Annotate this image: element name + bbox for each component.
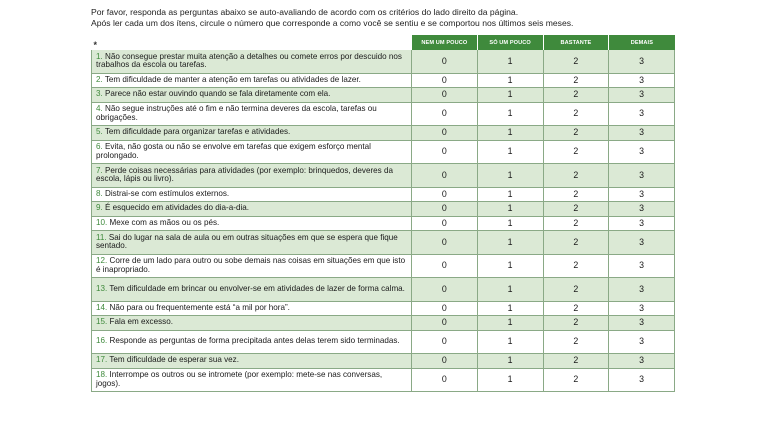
question-number: 6. [96,142,103,152]
score-option[interactable]: 3 [609,140,675,164]
score-option[interactable]: 2 [543,73,609,88]
score-option[interactable]: 2 [543,216,609,231]
question-text: É esquecido em atividades do dia-a-dia. [105,203,249,213]
score-option[interactable]: 3 [609,254,675,278]
score-option[interactable]: 1 [477,231,543,255]
question-number: 17. [96,355,108,365]
score-option[interactable]: 1 [477,50,543,73]
score-option[interactable]: 0 [412,88,478,103]
score-option[interactable]: 2 [543,126,609,141]
score-option[interactable]: 3 [609,187,675,202]
score-option[interactable]: 3 [609,126,675,141]
question-cell [92,231,412,255]
score-option[interactable]: 2 [543,202,609,217]
question-cell [92,278,412,302]
score-option[interactable]: 1 [477,202,543,217]
question-text: Fala em excesso. [109,317,173,327]
score-option[interactable]: 3 [609,164,675,188]
table-row [92,368,675,392]
column-header-demais: DEMAIS [609,35,675,50]
question-cell [92,368,412,392]
column-header-nem-um-pouco: NEM UM POUCO [412,35,478,50]
questionnaire-table [91,35,675,392]
score-option[interactable]: 0 [412,330,478,354]
table-row [92,301,675,316]
score-option[interactable]: 1 [477,187,543,202]
table-row [92,102,675,126]
table-row [92,354,675,369]
score-option[interactable]: 0 [412,164,478,188]
score-option[interactable]: 0 [412,50,478,73]
score-option[interactable]: 1 [477,216,543,231]
question-cell [92,140,412,164]
column-header-bastante: BASTANTE [543,35,609,50]
score-option[interactable]: 0 [412,126,478,141]
score-option[interactable]: 1 [477,278,543,302]
score-option[interactable]: 1 [477,164,543,188]
column-header-so-um-pouco: SÓ UM POUCO [477,35,543,50]
questionnaire-table-wrapper [91,35,675,392]
question-cell [92,187,412,202]
question-cell [92,316,412,331]
question-cell [92,164,412,188]
score-option[interactable]: 1 [477,354,543,369]
score-option[interactable]: 3 [609,368,675,392]
instructions-line-1: Por favor, responda as perguntas abaixo se auto-avaliando de acordo com os critérios do lado direito da página. [91,7,519,17]
score-option[interactable]: 1 [477,254,543,278]
score-option[interactable]: 1 [477,316,543,331]
question-text: Sai do lugar na sala de aula ou em outras situações em que se espera que fique sentado. [96,232,398,251]
question-cell [92,202,412,217]
question-text: Mexe com as mãos ou os pés. [109,217,220,227]
question-cell [92,50,412,73]
score-option[interactable]: 2 [543,102,609,126]
score-option[interactable]: 2 [543,301,609,316]
question-text: Tem dificuldade de manter a atenção em tarefas ou atividades de lazer. [104,74,361,84]
score-option[interactable]: 3 [609,216,675,231]
instructions-line-2: Após ler cada um dos ítens, circule o número que corresponde a como você se sentiu e se comportou nos últimos seis meses. [91,18,574,28]
table-row [92,316,675,331]
question-number: 12. [96,256,108,266]
score-option[interactable]: 0 [412,102,478,126]
score-option[interactable]: 3 [609,88,675,103]
question-cell [92,126,412,141]
question-number: 3. [96,89,103,99]
question-number: 11. [96,232,107,242]
question-cell [92,73,412,88]
question-text: Corre de um lado para outro ou sobe demais nas coisas em situações em que isto é inapropriado. [96,256,406,274]
score-option[interactable]: 0 [412,202,478,217]
question-text: Não consegue prestar muita atenção a detalhes ou comete erros por descuido nos trabalhos da escola ou tarefas. [96,51,402,70]
table-row [92,278,675,302]
table-row [92,50,675,73]
score-option[interactable]: 2 [543,140,609,164]
score-option[interactable]: 2 [543,254,609,278]
question-cell [92,301,412,316]
score-option[interactable]: 3 [609,278,675,302]
score-option[interactable]: 3 [609,50,675,73]
score-option[interactable]: 2 [543,354,609,369]
table-body [92,50,675,392]
question-cell [92,216,412,231]
score-option[interactable]: 3 [609,231,675,255]
question-text: Tem dificuldade de esperar sua vez. [109,355,239,365]
question-number: 7. [96,165,103,175]
score-option[interactable]: 0 [412,73,478,88]
question-cell [92,88,412,103]
table-row [92,187,675,202]
question-number: 15. [96,317,108,327]
table-row [92,231,675,255]
table-row [92,254,675,278]
score-option[interactable]: 2 [543,316,609,331]
question-text: Não para ou frequentemente está “a mil por hora”. [109,302,290,312]
table-row [92,216,675,231]
question-number: 16. [96,336,108,346]
score-option[interactable]: 3 [609,354,675,369]
score-option[interactable]: 0 [412,278,478,302]
score-option[interactable]: 1 [477,88,543,103]
question-number: 10. [96,217,108,227]
question-number: 1. [96,51,103,61]
score-option[interactable]: 1 [477,140,543,164]
instructions [91,7,691,29]
question-number: 14. [96,302,108,312]
question-cell [92,102,412,126]
score-option[interactable]: 3 [609,330,675,354]
score-option[interactable]: 3 [609,102,675,126]
score-option[interactable]: 1 [477,73,543,88]
score-option[interactable]: 2 [543,164,609,188]
score-option[interactable]: 0 [412,187,478,202]
question-text: Evita, não gosta ou não se envolve em tarefas que exigem esforço mental prolongado. [96,142,371,160]
score-option[interactable]: 1 [477,126,543,141]
question-text: Não segue instruções até o fim e não termina deveres da escola, tarefas ou obrigações. [96,104,377,122]
score-option[interactable]: 0 [412,316,478,331]
table-header-row [92,35,675,50]
score-option[interactable]: 1 [477,301,543,316]
question-cell [92,354,412,369]
question-number: 8. [96,188,103,198]
score-option[interactable]: 0 [412,216,478,231]
score-option[interactable]: 1 [477,368,543,392]
question-text: Parece não estar ouvindo quando se fala diretamente com ela. [105,89,331,99]
score-option[interactable]: 0 [412,231,478,255]
score-option[interactable]: 2 [543,187,609,202]
question-number: 5. [96,127,103,137]
table-row [92,202,675,217]
score-option[interactable]: 2 [543,330,609,354]
table-row [92,88,675,103]
score-option[interactable]: 3 [609,301,675,316]
question-text: Tem dificuldade para organizar tarefas e atividades. [104,127,291,137]
score-option[interactable]: 3 [609,202,675,217]
score-option[interactable]: 3 [609,73,675,88]
score-option[interactable]: 2 [543,50,609,73]
question-text: Distrai-se com estímulos externos. [105,188,230,198]
question-text: Interrompe os outros ou se intromete (por exemplo: mete-se nas conversas, jogos). [96,370,383,388]
question-number: 13. [96,283,108,293]
table-row [92,330,675,354]
table-row [92,140,675,164]
table-row [92,126,675,141]
score-option[interactable]: 0 [412,368,478,392]
question-number: 4. [96,104,103,114]
question-text: Perde coisas necessárias para atividades (por exemplo: brinquedos, deveres da escola, lápis ou livro). [96,165,393,184]
corner-mark: * [92,35,412,50]
question-number: 18. [96,370,108,380]
score-option[interactable]: 0 [412,354,478,369]
score-option[interactable]: 0 [412,254,478,278]
table-row [92,73,675,88]
question-number: 2. [96,74,103,84]
question-number: 9. [96,203,103,213]
score-option[interactable]: 0 [412,301,478,316]
score-option[interactable]: 1 [477,102,543,126]
score-option[interactable]: 3 [609,316,675,331]
score-option[interactable]: 2 [543,368,609,392]
score-option[interactable]: 2 [543,88,609,103]
score-option[interactable]: 2 [543,278,609,302]
score-option[interactable]: 0 [412,140,478,164]
score-option[interactable]: 1 [477,330,543,354]
question-cell [92,254,412,278]
question-text: Tem dificuldade em brincar ou envolver-se em atividades de lazer de forma calma. [109,283,405,293]
score-option[interactable]: 2 [543,231,609,255]
question-text: Responde as perguntas de forma precipitada antes delas terem sido terminadas. [109,336,400,346]
table-row [92,164,675,188]
question-cell [92,330,412,354]
